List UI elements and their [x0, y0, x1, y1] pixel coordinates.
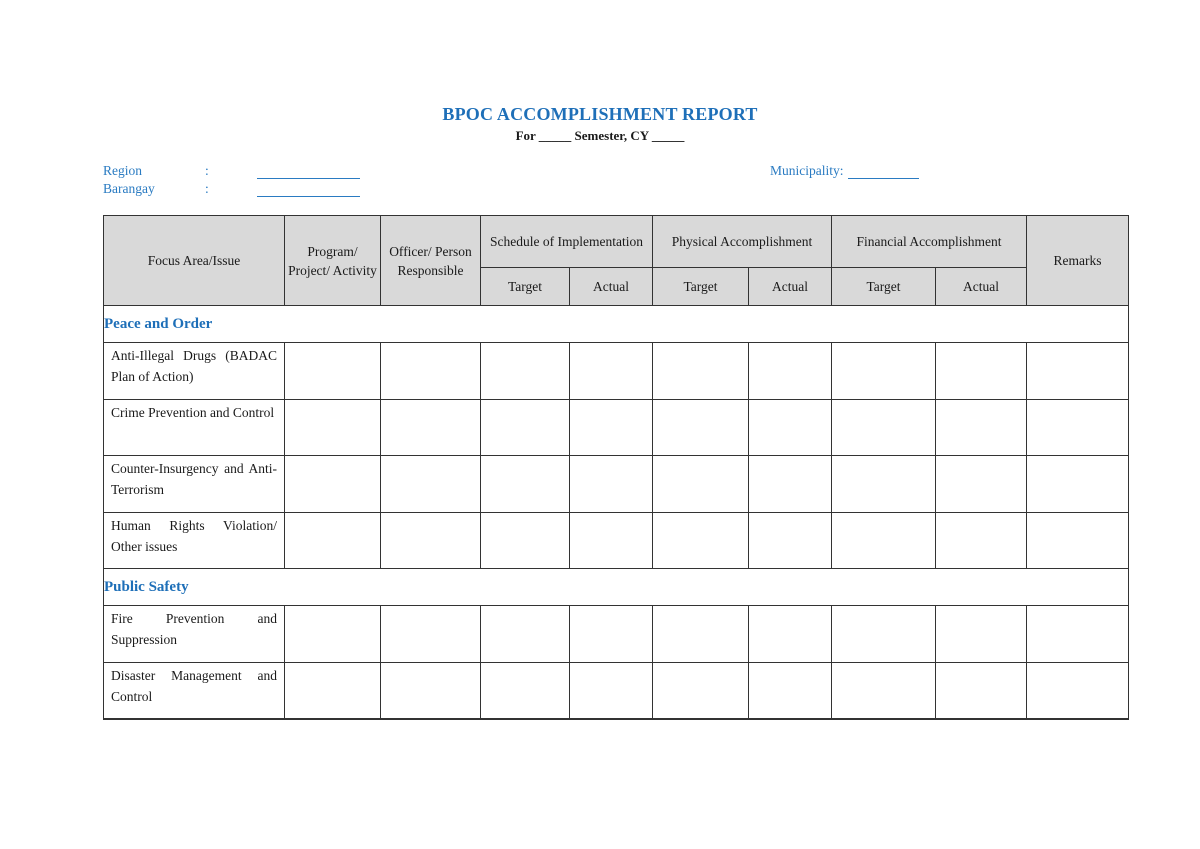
officer-cell[interactable]	[381, 456, 481, 513]
header-financial: Financial Accomplishment	[832, 216, 1027, 268]
focus-area-cell: Fire Prevention and Suppression	[104, 606, 285, 663]
financial-target-cell[interactable]	[832, 456, 936, 513]
officer-cell[interactable]	[381, 606, 481, 663]
financial-target-cell[interactable]	[832, 606, 936, 663]
schedule-target-cell[interactable]	[481, 606, 570, 663]
header-physical: Physical Accomplishment	[653, 216, 832, 268]
remarks-cell[interactable]	[1027, 606, 1129, 663]
header-physical-actual: Actual	[749, 268, 832, 306]
physical-target-cell[interactable]	[653, 662, 749, 719]
schedule-target-cell[interactable]	[481, 456, 570, 513]
section-row	[104, 569, 1129, 606]
remarks-cell[interactable]	[1027, 512, 1129, 569]
schedule-target-cell[interactable]	[481, 399, 570, 456]
program-cell[interactable]	[285, 512, 381, 569]
schedule-actual-cell[interactable]	[570, 343, 653, 400]
financial-actual-cell[interactable]	[936, 399, 1027, 456]
table-row	[104, 512, 1129, 569]
physical-target-cell[interactable]	[653, 399, 749, 456]
schedule-actual-cell[interactable]	[570, 456, 653, 513]
focus-area-cell: Anti-Illegal Drugs (BADAC Plan of Action)	[104, 343, 285, 400]
physical-actual-cell[interactable]	[749, 662, 832, 719]
region-label: Region	[103, 163, 142, 178]
header-schedule-actual: Actual	[570, 268, 653, 306]
physical-target-cell[interactable]	[653, 456, 749, 513]
municipality-blank-line[interactable]	[848, 165, 919, 179]
schedule-actual-cell[interactable]	[570, 399, 653, 456]
header-financial-actual: Actual	[936, 268, 1027, 306]
financial-actual-cell[interactable]	[936, 606, 1027, 663]
report-title: BPOC ACCOMPLISHMENT REPORT	[442, 104, 758, 124]
table-row	[104, 343, 1129, 400]
financial-target-cell[interactable]	[832, 343, 936, 400]
physical-actual-cell[interactable]	[749, 512, 832, 569]
region-field	[103, 163, 403, 181]
focus-area-cell: Human Rights Violation/ Other issues	[104, 512, 285, 569]
financial-target-cell[interactable]	[832, 399, 936, 456]
header-financial-target: Target	[832, 268, 936, 306]
table-row	[104, 662, 1129, 719]
officer-cell[interactable]	[381, 662, 481, 719]
accomplishment-table	[103, 215, 1129, 720]
focus-area-cell: Disaster Management and Control	[104, 662, 285, 719]
barangay-label: Barangay	[103, 181, 155, 196]
physical-actual-cell[interactable]	[749, 343, 832, 400]
remarks-cell[interactable]	[1027, 456, 1129, 513]
physical-target-cell[interactable]	[653, 606, 749, 663]
header-physical-target: Target	[653, 268, 749, 306]
schedule-target-cell[interactable]	[481, 512, 570, 569]
region-colon: :	[205, 163, 209, 178]
remarks-cell[interactable]	[1027, 343, 1129, 400]
financial-actual-cell[interactable]	[936, 662, 1027, 719]
section-label-public-safety: Public Safety	[104, 578, 189, 595]
header-program: Program/ Project/ Activity	[285, 216, 381, 306]
schedule-actual-cell[interactable]	[570, 512, 653, 569]
program-cell[interactable]	[285, 662, 381, 719]
header-focus-area: Focus Area/Issue	[104, 216, 285, 306]
program-cell[interactable]	[285, 399, 381, 456]
physical-actual-cell[interactable]	[749, 606, 832, 663]
header-officer: Officer/ Person Responsible	[381, 216, 481, 306]
remarks-cell[interactable]	[1027, 399, 1129, 456]
barangay-colon: :	[205, 181, 209, 196]
barangay-field	[103, 181, 403, 199]
physical-target-cell[interactable]	[653, 512, 749, 569]
focus-area-cell: Crime Prevention and Control	[104, 399, 285, 456]
barangay-blank-line[interactable]	[257, 181, 360, 197]
financial-actual-cell[interactable]	[936, 512, 1027, 569]
header-schedule-target: Target	[481, 268, 570, 306]
program-cell[interactable]	[285, 343, 381, 400]
financial-actual-cell[interactable]	[936, 343, 1027, 400]
program-cell[interactable]	[285, 606, 381, 663]
physical-actual-cell[interactable]	[749, 399, 832, 456]
schedule-actual-cell[interactable]	[570, 606, 653, 663]
officer-cell[interactable]	[381, 399, 481, 456]
region-blank-line[interactable]	[257, 163, 360, 179]
municipality-label: Municipality:	[770, 163, 844, 178]
schedule-target-cell[interactable]	[481, 343, 570, 400]
header-schedule: Schedule of Implementation	[481, 216, 653, 268]
officer-cell[interactable]	[381, 512, 481, 569]
municipality-field	[770, 163, 919, 179]
financial-target-cell[interactable]	[832, 512, 936, 569]
header-remarks: Remarks	[1027, 216, 1129, 306]
section-row	[104, 306, 1129, 343]
physical-actual-cell[interactable]	[749, 456, 832, 513]
schedule-actual-cell[interactable]	[570, 662, 653, 719]
financial-actual-cell[interactable]	[936, 456, 1027, 513]
table-row	[104, 399, 1129, 456]
table-row	[104, 606, 1129, 663]
table-row	[104, 456, 1129, 513]
officer-cell[interactable]	[381, 343, 481, 400]
focus-area-cell: Counter-Insurgency and Anti-Terrorism	[104, 456, 285, 513]
section-label-peace-and-order: Peace and Order	[104, 315, 213, 332]
remarks-cell[interactable]	[1027, 662, 1129, 719]
schedule-target-cell[interactable]	[481, 662, 570, 719]
report-subtitle: For _____ Semester, CY _____	[515, 128, 685, 143]
financial-target-cell[interactable]	[832, 662, 936, 719]
physical-target-cell[interactable]	[653, 343, 749, 400]
program-cell[interactable]	[285, 456, 381, 513]
